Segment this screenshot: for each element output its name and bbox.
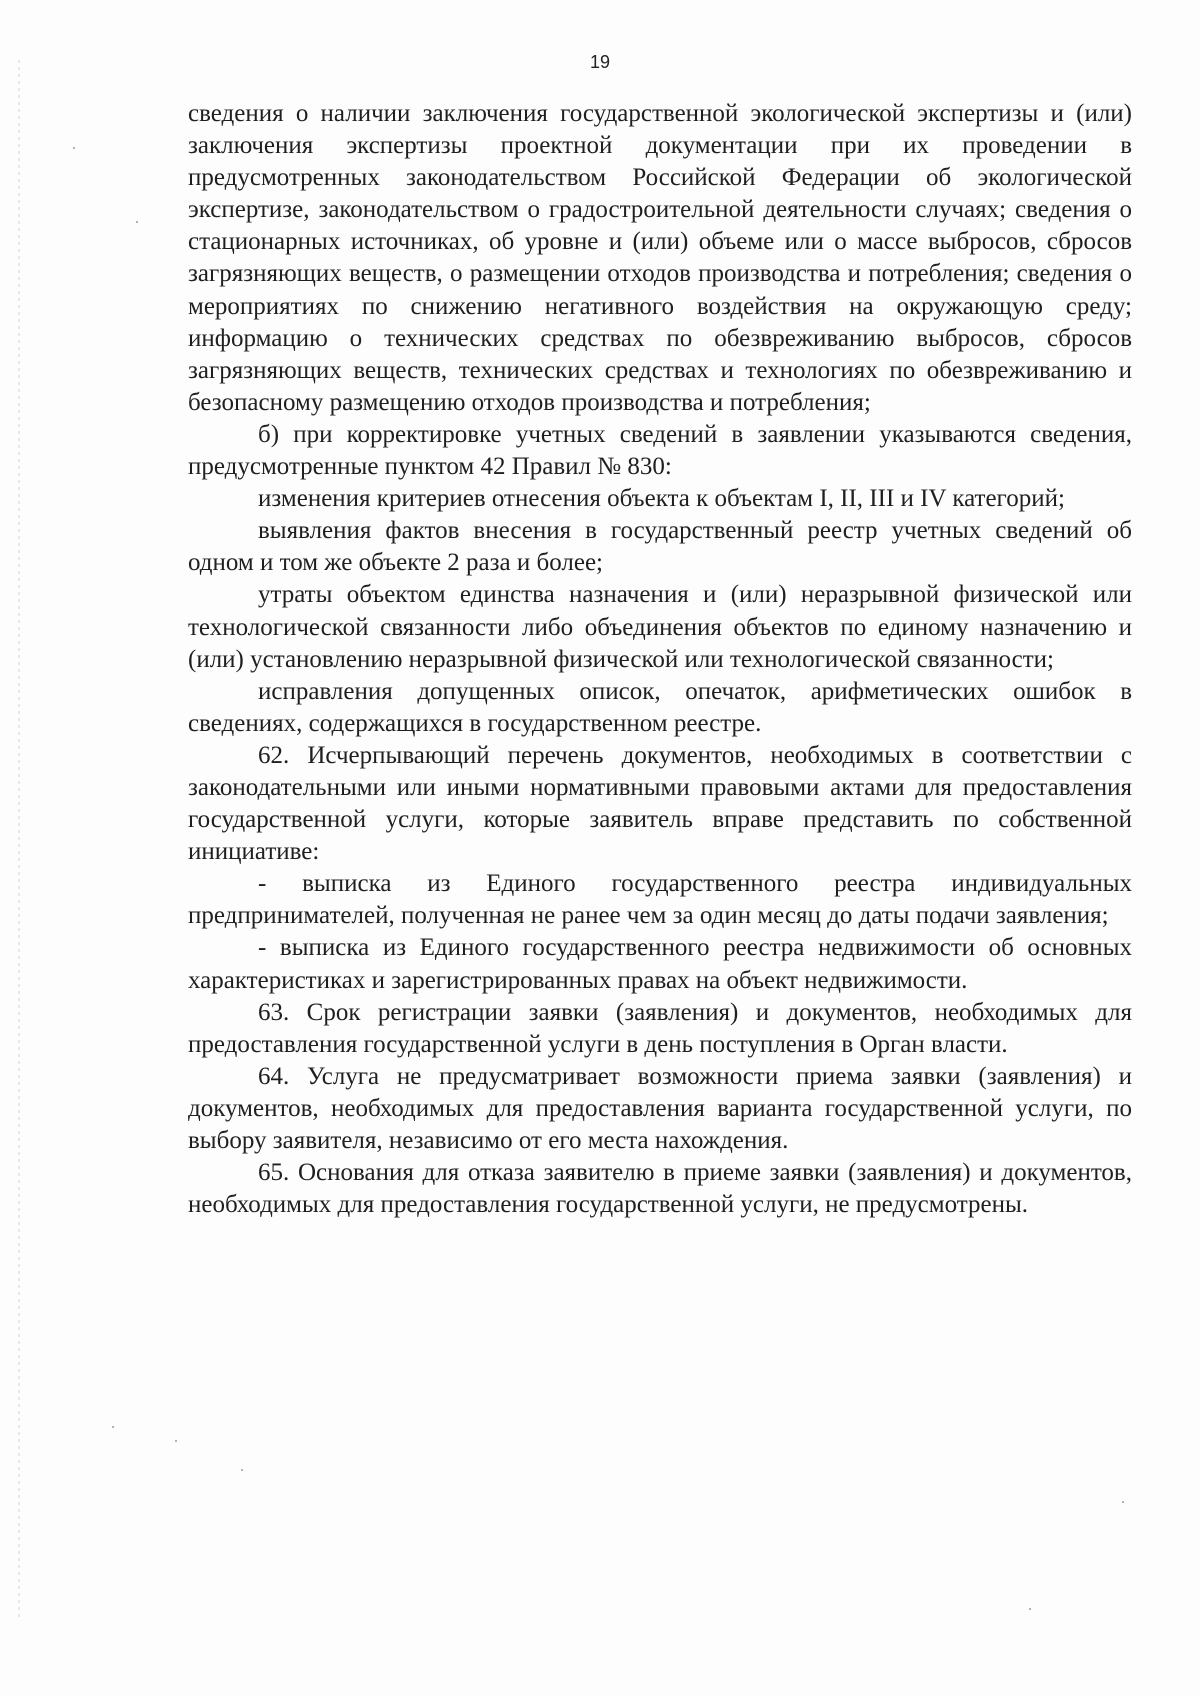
scan-speck — [112, 1426, 114, 1428]
scan-binding-shadow — [18, 60, 20, 1620]
scan-speck — [1029, 1608, 1031, 1610]
scan-speck — [73, 147, 75, 149]
paragraph-4: выявления фактов внесения в государственный реестр учетных сведений об одном и том же объекте 2 раза и более; — [188, 517, 1132, 577]
document-body — [188, 98, 1132, 1221]
paragraph-8: - выписка из Единого государственного реестра индивидуальных предпринимателей, полученная не ранее чем за один месяц до даты подачи заявления; — [188, 870, 1132, 930]
paragraph-12: 65. Основания для отказа заявителю в приеме заявки (заявления) и документов, необходимых для предоставления государственной услуги, не предусмотрены. — [188, 1159, 1132, 1219]
page-number: 19 — [589, 52, 611, 72]
paragraph-1: сведения о наличии заключения государственной экологической экспертизы и (или) заключения экспертизы проектной документации при их проведении в предусмотренных законодательством Российской Федерации об экологической экспертизе, законодательством о градостроительной деятельности случаях; сведения о стационарных источниках, об уровне и (или) объеме или о массе выбросов, сбросов загрязняющих веществ, о размещении отходов производства и потребления; сведения о мероприятиях по снижению негативного воздействия на окружающую среду; информацию о технических средствах по обезвреживанию выбросов, сбросов загрязняющих веществ, технических средствах и технологиях по обезвреживанию и безопасному размещению отходов производства и потребления; — [188, 100, 1132, 416]
paragraph-11: 64. Услуга не предусматривает возможности приема заявки (заявления) и документов, необходимых для предоставления варианта государственной услуги, по выбору заявителя, независимо от его места нахождения. — [188, 1062, 1132, 1154]
paragraph-6: исправления допущенных описок, опечаток, арифметических ошибок в сведениях, содержащихся в государственном реестре. — [188, 677, 1132, 737]
paragraph-5: утраты объектом единства назначения и (или) неразрывной физической или технологической связанности либо объединения объектов по единому назначению и (или) установлению неразрывной физической или технологической связанности; — [188, 581, 1132, 673]
paragraph-7: 62. Исчерпывающий перечень документов, необходимых в соответствии с законодательными или иными нормативными правовыми актами для предоставления государственной услуги, которые заявитель вправе представить по собственной инициативе: — [188, 741, 1132, 866]
paragraph-3: изменения критериев отнесения объекта к объектам I, II, III и IV категорий; — [258, 485, 1065, 513]
scan-speck — [241, 1469, 243, 1471]
paragraph-9: - выписка из Единого государственного реестра недвижимости об основных характеристиках и зарегистрированных правах на объект недвижимости. — [188, 934, 1132, 994]
scan-speck — [1122, 1501, 1124, 1503]
paragraph-10: 63. Срок регистрации заявки (заявления) и документов, необходимых для предоставления государственной услуги в день поступления в Орган власти. — [188, 998, 1132, 1058]
scan-speck — [175, 1440, 177, 1442]
paragraph-2: б) при корректировке учетных сведений в заявлении указываются сведения, предусмотренные пунктом 42 Правил № 830: — [188, 420, 1132, 481]
scan-speck — [136, 221, 138, 223]
